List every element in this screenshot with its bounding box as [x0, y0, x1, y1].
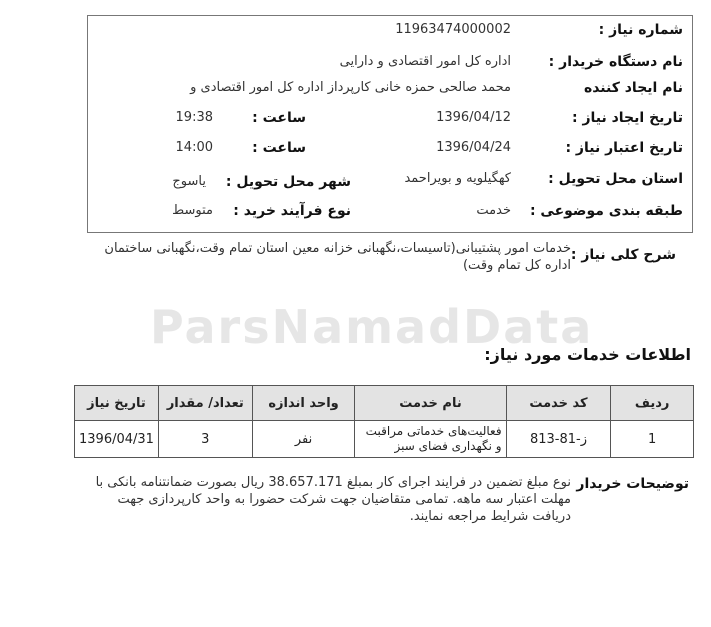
header-row-number: ردیف — [611, 386, 694, 421]
cell-service-name: فعالیت‌های خدماتی مراقبت و نگهداری فضای سبز — [355, 421, 506, 458]
valid-time-label: ساعت : — [252, 140, 306, 156]
cell-service-code: ز-81-813 — [506, 421, 611, 458]
creator-label: نام ایجاد کننده — [583, 80, 683, 96]
category-value: خدمت — [476, 203, 511, 218]
category-label: طبقه بندی موضوعی : — [529, 203, 683, 219]
created-time-label: ساعت : — [252, 110, 306, 126]
header-unit: واحد اندازه — [252, 386, 355, 421]
header-service-code: کد خدمت — [506, 386, 611, 421]
buyer-notes-label: توضیحات خریدار — [576, 476, 689, 492]
created-date-value: 1396/04/12 — [436, 110, 511, 125]
summary-label: شرح کلی نیاز : — [570, 247, 676, 263]
need-number-value: 11963474000002 — [395, 22, 511, 37]
creator-value: محمد صالحی حمزه خانی کارپرداز اداره کل امور اقتصادی و — [190, 80, 511, 95]
province-value: کهگیلویه و بویراحمد — [404, 171, 511, 186]
province-label: استان محل تحویل : — [548, 171, 683, 187]
valid-time-value: 14:00 — [175, 140, 213, 155]
process-value: متوسط — [172, 203, 213, 218]
buyer-label: نام دستگاه خریدار : — [548, 54, 683, 70]
header-quantity: تعداد/ مقدار — [158, 386, 252, 421]
cell-row-number: 1 — [611, 421, 694, 458]
need-number-label: شماره نیاز : — [598, 22, 683, 38]
summary-text: خدمات امور پشتیبانی(تاسیسات،نگهبانی خزانه معین استان تمام وقت،نگهبانی ساختمان اداره کل تمام وقت) — [104, 241, 571, 273]
cell-quantity: 3 — [158, 421, 252, 458]
watermark-text: ParsNamadData — [150, 300, 594, 354]
city-label: شهر محل تحویل : — [225, 174, 351, 190]
services-title: اطلاعات خدمات مورد نیاز: — [484, 345, 691, 364]
table-row — [75, 421, 694, 458]
buyer-value: اداره کل امور اقتصادی و دارایی — [339, 54, 511, 69]
valid-date-value: 1396/04/24 — [436, 140, 511, 155]
header-service-name: نام خدمت — [355, 386, 506, 421]
cell-unit: نفر — [252, 421, 355, 458]
city-value: یاسوج — [172, 174, 206, 189]
created-time-value: 19:38 — [175, 110, 213, 125]
created-date-label: تاریخ ایجاد نیاز : — [571, 110, 683, 126]
cell-need-date: 1396/04/31 — [75, 421, 159, 458]
process-label: نوع فرآیند خرید : — [233, 203, 351, 219]
table-header-row — [75, 386, 694, 421]
header-need-date: تاریخ نیاز — [75, 386, 159, 421]
services-table — [74, 385, 694, 458]
buyer-notes-text: نوع مبلغ تضمین در فرایند اجرای کار بمبلغ 38.657.171 ریال بصورت ضمانتنامه بانکی با مهلت اعتبار سه ماهه. تمامی متقاضیان جهت شرکت حضورا به واحد کارپردازی جهت دریافت شرایط مراجعه نمایند. — [95, 475, 571, 524]
valid-date-label: تاریخ اعتبار نیاز : — [565, 140, 683, 156]
